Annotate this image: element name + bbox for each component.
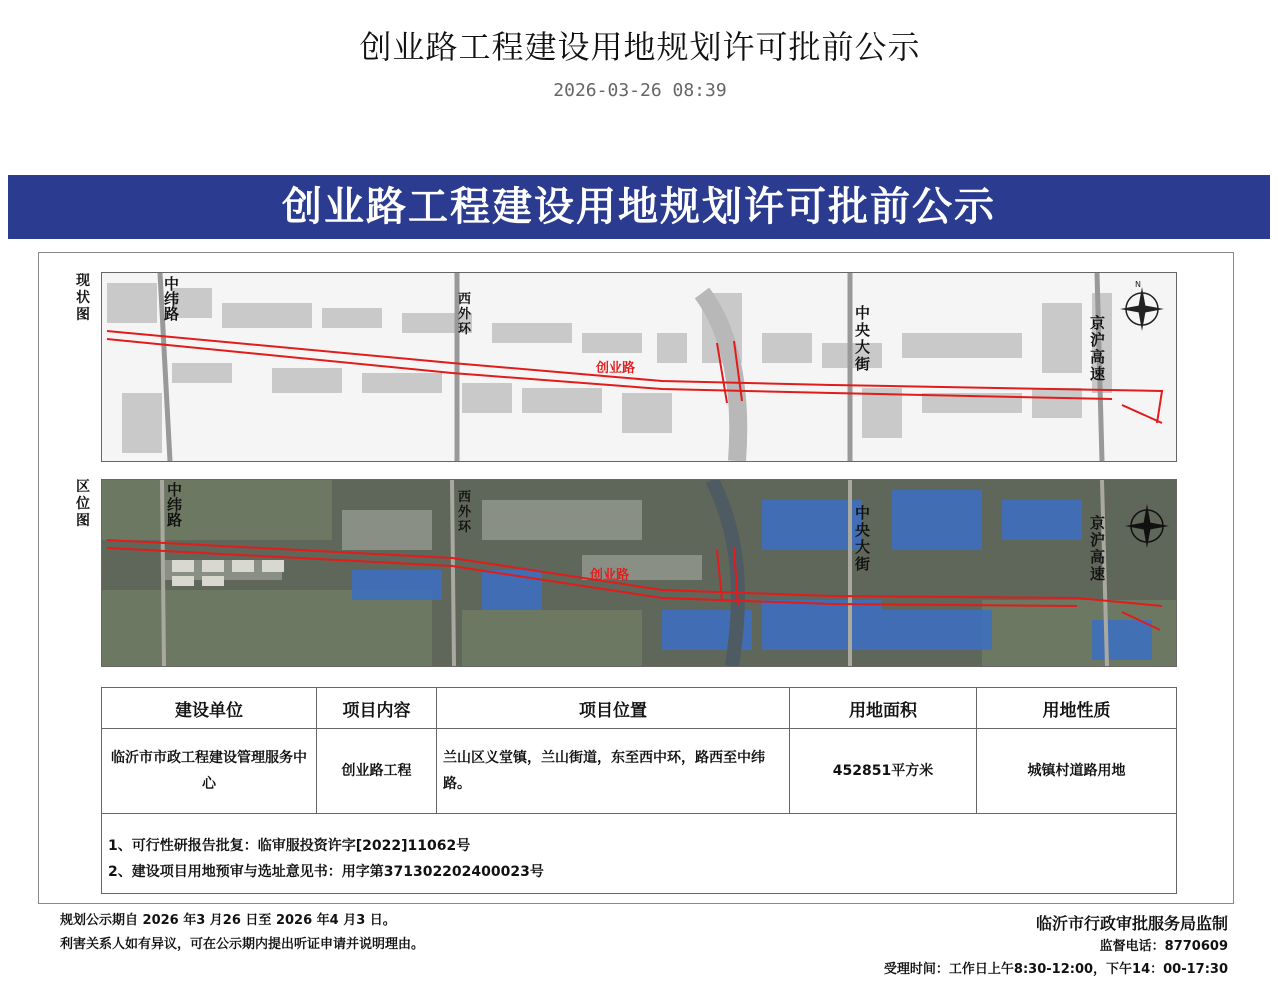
supervisor-name: 临沂市行政审批服务局监制 bbox=[1035, 914, 1228, 933]
note-item: 1、可行性研报告批复：临审服投资许字[2022]11062号 bbox=[108, 838, 471, 854]
notice-poster bbox=[0, 145, 1280, 999]
col-header-unit: 建设单位 bbox=[102, 688, 317, 729]
poster-banner: 创业路工程建设用地规划许可批前公示 bbox=[8, 175, 1270, 239]
road-label-jinghu-2: 京沪高速 bbox=[1090, 514, 1106, 583]
current-status-map bbox=[101, 272, 1177, 462]
current-map-label: 现状图 bbox=[76, 273, 90, 323]
road-label-chuangye: 创业路 bbox=[596, 361, 636, 376]
cell-location: 兰山区义堂镇，兰山街道，东至西中环，路西至中纬路。 bbox=[437, 729, 790, 814]
location-map-label: 区位图 bbox=[76, 479, 90, 529]
cell-nature: 城镇村道路用地 bbox=[977, 729, 1177, 814]
road-label-jinghu: 京沪高速 bbox=[1090, 314, 1106, 383]
note-item: 2、建设项目用地预审与选址意见书：用字第371302202400023号 bbox=[108, 864, 544, 880]
cell-area: 452851平方米 bbox=[790, 729, 977, 814]
office-hours: 受理时间：工作日上午8:30-12:00，下午14：00-17:30 bbox=[883, 962, 1228, 977]
publish-date: 2026-03-26 08:39 bbox=[553, 80, 727, 101]
road-label-zhongwei-2: 中纬路 bbox=[167, 481, 183, 529]
col-header-nature: 用地性质 bbox=[977, 688, 1177, 729]
objection-notice: 利害关系人如有异议，可在公示期内提出听证申请并说明理由。 bbox=[60, 937, 425, 952]
road-label-zhongyang: 中央大街 bbox=[855, 304, 871, 373]
cell-unit: 临沂市市政工程建设管理服务中心 bbox=[102, 729, 317, 814]
road-label-xiwai: 西外环 bbox=[458, 292, 472, 337]
road-label-zhongyang-2: 中央大街 bbox=[855, 504, 871, 573]
approval-notes bbox=[101, 813, 1177, 894]
road-label-chuangye-2: 创业路 bbox=[590, 568, 630, 583]
publicity-period: 规划公示期自 2026 年3 月26 日至 2026 年4 月3 日。 bbox=[60, 913, 396, 928]
supervisor-phone: 监督电话：8770609 bbox=[1099, 939, 1228, 954]
north-indicator: N bbox=[1135, 280, 1141, 289]
col-header-area: 用地面积 bbox=[790, 688, 977, 729]
project-info-table bbox=[101, 687, 1177, 814]
location-map bbox=[101, 479, 1177, 667]
table-row bbox=[102, 729, 1177, 814]
col-header-location: 项目位置 bbox=[437, 688, 790, 729]
page-title: 创业路工程建设用地规划许可批前公示 bbox=[359, 28, 921, 66]
col-header-content: 项目内容 bbox=[317, 688, 437, 729]
road-label-xiwai-2: 西外环 bbox=[458, 490, 472, 535]
road-label-zhongwei: 中纬路 bbox=[164, 275, 180, 323]
cell-content: 创业路工程 bbox=[317, 729, 437, 814]
